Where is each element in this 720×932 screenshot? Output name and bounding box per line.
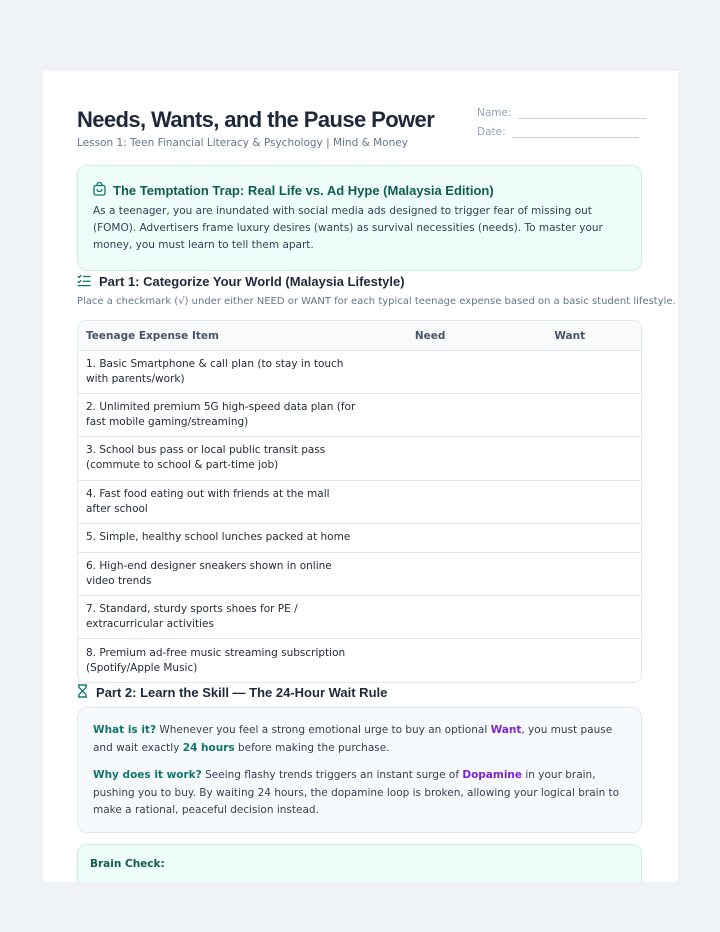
- table-row: [78, 596, 641, 639]
- column-header-item: Teenage Expense Item: [86, 329, 219, 342]
- table-row: [78, 553, 641, 596]
- what-text: Whenever you feel a strong emotional urge to buy an optional: [156, 724, 491, 736]
- expense-item: 2. Unlimited premium 5G high-speed data plan (for fast mobile gaming/streaming): [86, 401, 356, 429]
- worksheet-page: [43, 71, 678, 882]
- name-line: [518, 107, 646, 119]
- wait-rule-box: [77, 707, 642, 833]
- why-label: Why does it work?: [93, 769, 202, 781]
- table-row: [78, 639, 641, 682]
- part1-heading: [77, 272, 405, 291]
- expense-item: 5. Simple, healthy school lunches packed at home: [86, 531, 351, 544]
- part2-title: Part 2: Learn the Skill — The 24-Hour Wait Rule: [96, 685, 388, 700]
- intro-title: The Temptation Trap: Real Life vs. Ad Hype (Malaysia Edition): [113, 183, 494, 198]
- table-row: [78, 524, 641, 553]
- why-text: in your brain, pushing you to buy. By waiting 24 hours, the dopamine loop is broken, allowing your logical brain to make a rational, peaceful decision instead.: [93, 769, 620, 816]
- table-header: [78, 321, 641, 351]
- table-row: [78, 437, 641, 480]
- expense-item: 8. Premium ad-free music streaming subscription (Spotify/Apple Music): [86, 646, 346, 674]
- checklist-icon: [77, 272, 91, 291]
- table-row: [78, 481, 641, 524]
- want-highlight: Want: [490, 724, 522, 736]
- expense-item: 7. Standard, sturdy sports shoes for PE / extracurricular activities: [86, 603, 298, 631]
- name-label: Name:: [477, 107, 512, 119]
- column-header-want: Want: [554, 329, 586, 342]
- what-text: , you must pause and wait exactly: [93, 724, 613, 754]
- part2-heading: [77, 683, 387, 702]
- why-it-works-paragraph: [93, 767, 626, 820]
- what-text: before making the purchase.: [234, 741, 390, 754]
- part1-title: Part 1: Categorize Your World (Malaysia Lifestyle): [99, 274, 405, 289]
- page-title: Needs, Wants, and the Pause Power: [77, 107, 435, 132]
- part1-description: Place a checkmark (√) under either NEED or WANT for each typical teenage expense based on a basic student lifestyle.: [77, 296, 676, 307]
- expense-item: 3. School bus pass or local public transit pass (commute to school & part-time job): [86, 444, 326, 472]
- date-label: Date:: [477, 126, 506, 138]
- column-header-need: Need: [414, 329, 446, 342]
- name-field[interactable]: [477, 107, 646, 119]
- shopping-bag-icon: [93, 181, 106, 200]
- date-line: [512, 126, 639, 138]
- expense-item: 6. High-end designer sneakers shown in online video trends: [86, 559, 332, 587]
- brain-check-box: [77, 844, 642, 882]
- intro-box: [77, 165, 642, 271]
- expense-item: 4. Fast food eating out with friends at the mall after school: [86, 487, 330, 515]
- table-row: [78, 351, 641, 394]
- what-is-it-label: What is it?: [93, 724, 157, 736]
- brain-check-title: Brain Check:: [90, 858, 165, 870]
- hourglass-icon: [77, 683, 88, 702]
- date-field[interactable]: [477, 126, 639, 138]
- what-is-it-paragraph: [93, 722, 626, 757]
- page-subtitle: Lesson 1: Teen Financial Literacy & Psychology | Mind & Money: [77, 137, 408, 149]
- hours-highlight: 24 hours: [182, 741, 235, 754]
- dopamine-highlight: Dopamine: [462, 769, 523, 781]
- intro-text: As a teenager, you are inundated with social media ads designed to trigger fear of missing out (FOMO). Advertisers frame luxury desires (wants) as survival necessities (needs). To master your money, you must learn to tell them apart.: [93, 205, 603, 251]
- expense-item: 1. Basic Smartphone & call plan (to stay in touch with parents/work): [86, 358, 344, 386]
- expense-table: [77, 320, 642, 683]
- table-row: [78, 394, 641, 437]
- why-text: Seeing flashy trends triggers an instant surge of: [201, 769, 463, 781]
